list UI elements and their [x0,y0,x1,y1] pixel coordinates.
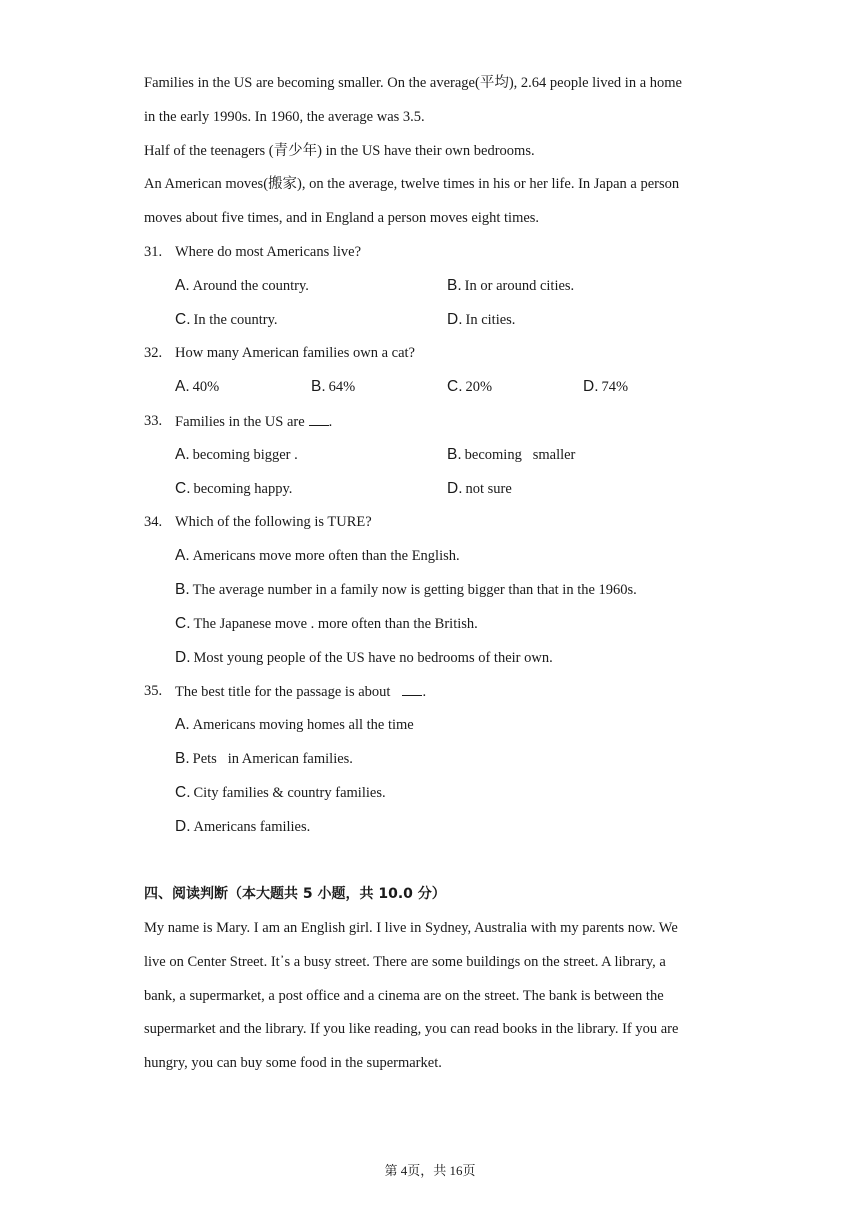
page-footer: 第 4页，共 16页 [384,1163,476,1178]
question-number: 33. [144,413,163,429]
option-text: 40% [192,379,220,395]
option-letter: A. [175,547,190,564]
option-d [447,479,512,499]
option-a [175,445,298,465]
question-text-line [175,681,426,702]
option-letter: D. [447,311,463,328]
option-b [311,377,355,397]
paragraph-line: hungry, you can buy some food in the supermarket. [144,1055,442,1071]
option-b [447,276,574,296]
question-text: Families in the US are [175,414,305,430]
option-letter: A. [175,716,190,733]
question-number: 31. [144,244,163,260]
option-text: Pets in American families. [192,751,353,767]
option-text: becoming happy. [193,481,293,497]
option-letter: B. [311,378,326,395]
paragraph-line: supermarket and the library. If you like reading, you can read books in the library. If you are [144,1021,679,1037]
option-letter: B. [175,581,190,598]
option-text: not sure [465,481,512,497]
option-a [175,715,414,735]
answer-blank [402,681,422,696]
option-text: City families & country families. [193,785,386,801]
section-title: 四、阅读判断（本大题共 5 小题，共 10.0 分） [144,886,446,902]
option-d [175,648,553,668]
question-text-end: . [328,414,333,430]
option-text: 74% [601,379,629,395]
option-b [175,749,353,769]
option-letter: C. [175,480,191,497]
option-a [175,546,460,566]
paragraph-line: My name is Mary. I am an English girl. I live in Sydney, Australia with my parents now. We [144,920,678,936]
question-text: Which of the following is TURE? [175,514,372,530]
question-text: The best title for the passage is about [175,684,391,700]
option-text: The Japanese move . more often than the British. [193,616,478,632]
option-text: Most young people of the US have no bedrooms of their own. [193,650,553,666]
option-letter: D. [175,818,191,835]
option-letter: C. [175,615,191,632]
answer-blank [309,411,329,426]
option-c [175,310,278,330]
option-text: In the country. [193,312,278,328]
option-c [175,783,386,803]
paragraph-line: live on Center Street. It᾽s a busy street. There are some buildings on the street. A library, a [144,954,666,970]
option-letter: B. [447,277,462,294]
option-c [175,614,478,634]
option-text: Americans move more often than the English. [192,548,460,564]
option-letter: D. [583,378,599,395]
option-text: Americans families. [193,819,311,835]
option-letter: C. [175,784,191,801]
option-d [583,377,628,397]
passage-line: Half of the teenagers (青少年) in the US have their own bedrooms. [144,143,535,159]
option-text: Americans moving homes all the time [192,717,414,733]
option-text: In cities. [465,312,516,328]
option-letter: C. [175,311,191,328]
option-letter: D. [175,649,191,666]
option-a [175,276,309,296]
option-text: In or around cities. [464,278,575,294]
option-letter: B. [175,750,190,767]
option-letter: D. [447,480,463,497]
option-c [447,377,492,397]
option-text: Around the country. [192,278,309,294]
option-c [175,479,292,499]
question-text: How many American families own a cat? [175,345,415,361]
option-text: 20% [465,379,493,395]
option-text: becoming bigger . [192,447,298,463]
option-b [447,445,575,465]
option-b [175,580,637,600]
option-d [175,817,310,837]
option-letter: A. [175,378,190,395]
passage-line: An American moves(搬家), on the average, twelve times in his or her life. In Japan a person [144,176,680,192]
option-text: 64% [328,379,356,395]
option-text: The average number in a family now is getting bigger than that in the 1960s. [192,582,637,598]
passage-line: in the early 1990s. In 1960, the average was 3.5. [144,109,425,125]
passage-line: Families in the US are becoming smaller. On the average(平均), 2.64 people lived in a home [144,75,682,91]
question-text-end: . [422,684,427,700]
question-text-line [175,411,332,432]
option-d [447,310,515,330]
question-text: Where do most Americans live? [175,244,362,260]
option-letter: A. [175,446,190,463]
passage-line: moves about five times, and in England a person moves eight times. [144,210,540,226]
option-letter: C. [447,378,463,395]
option-letter: B. [447,446,462,463]
question-number: 35. [144,683,163,699]
question-number: 32. [144,345,163,361]
option-a [175,377,219,397]
question-number: 34. [144,514,163,530]
paragraph-line: bank, a supermarket, a post office and a cinema are on the street. The bank is between the [144,988,664,1004]
option-text: becoming smaller [464,447,576,463]
option-letter: A. [175,277,190,294]
